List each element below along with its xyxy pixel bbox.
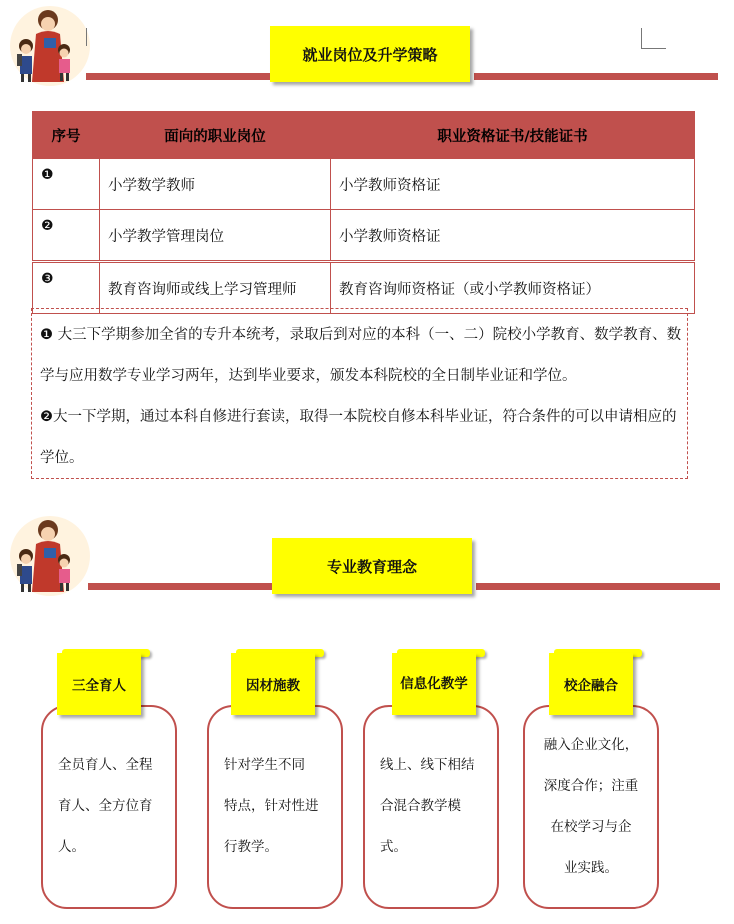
concept-text bbox=[533, 725, 649, 889]
section-title-banner bbox=[272, 538, 472, 594]
concept-text bbox=[380, 745, 488, 868]
concept-title: 三全育人 bbox=[72, 678, 126, 694]
concept-line: 全员育人、全程 bbox=[58, 757, 153, 773]
header-bar-right bbox=[474, 73, 718, 80]
header-bar-right bbox=[476, 583, 720, 590]
concept-title-tag bbox=[392, 653, 476, 715]
table-row bbox=[33, 262, 695, 314]
concept-title: 校企融合 bbox=[564, 678, 618, 694]
teacher-children-illustration bbox=[8, 4, 92, 88]
corner-mark-right bbox=[641, 28, 666, 49]
header-bar-left bbox=[86, 73, 272, 80]
row-job: 小学数学教师 bbox=[100, 159, 331, 210]
concept-line: 育人、全方位育 bbox=[58, 798, 153, 814]
section-title: 专业教育理念 bbox=[326, 557, 417, 576]
table-row bbox=[33, 159, 695, 210]
table-header-row bbox=[33, 112, 695, 159]
header-cert: 职业资格证书/技能证书 bbox=[331, 112, 695, 159]
note-paragraph-1: ❶ 大三下学期参加全省的专升本统考，录取后到对应的本科（一、二）院校小学教育、数学教育、数学与应用数学专业学习两年，达到毕业要求，颁发本科院校的全日制毕业证和学位。 bbox=[40, 327, 682, 384]
concept-line: 针对学生不同 bbox=[224, 757, 305, 773]
jobs-table bbox=[32, 111, 695, 314]
row-number: ❷ bbox=[33, 210, 100, 262]
corner-mark-left bbox=[74, 28, 87, 46]
concept-line: 特点，针对性进 bbox=[224, 798, 319, 814]
row-job: 小学教学管理岗位 bbox=[100, 210, 331, 262]
section-title: 就业岗位及升学策略 bbox=[302, 45, 438, 64]
concept-title-tag bbox=[57, 653, 141, 715]
row-cert: 教育咨询师资格证（或小学教师资格证） bbox=[331, 262, 695, 314]
concept-text bbox=[58, 745, 166, 868]
concept-line: 在校学习与企 bbox=[550, 819, 632, 835]
concept-line: 合混合教学模 bbox=[380, 798, 461, 814]
header-num: 序号 bbox=[33, 112, 100, 159]
row-number: ❶ bbox=[33, 159, 100, 210]
teacher-children-illustration bbox=[8, 514, 92, 598]
concept-title-tag bbox=[231, 653, 315, 715]
concept-line: 业实践。 bbox=[564, 860, 618, 876]
progression-notes bbox=[31, 308, 688, 479]
concept-title: 信息化教学 bbox=[400, 676, 468, 692]
concept-line: 人。 bbox=[58, 839, 85, 855]
concept-title: 因材施教 bbox=[246, 678, 300, 694]
row-cert: 小学教师资格证 bbox=[331, 210, 695, 262]
note-paragraph-2: ❷大一下学期，通过本科自修进行套读，取得一本院校自修本科毕业证，符合条件的可以申请相应的学位。 bbox=[40, 409, 677, 466]
concept-line: 线上、线下相结 bbox=[380, 757, 475, 773]
row-job: 教育咨询师或线上学习管理师 bbox=[100, 262, 331, 314]
concept-title-tag bbox=[549, 653, 633, 715]
concept-line: 深度合作；注重 bbox=[543, 778, 639, 794]
header-job: 面向的职业岗位 bbox=[100, 112, 331, 159]
concept-line: 式。 bbox=[380, 839, 407, 855]
header-bar-left bbox=[88, 583, 274, 590]
concept-text bbox=[224, 745, 332, 868]
concept-line: 行教学。 bbox=[224, 839, 278, 855]
row-cert: 小学教师资格证 bbox=[331, 159, 695, 210]
concept-line: 融入企业文化， bbox=[543, 737, 639, 753]
row-number: ❸ bbox=[33, 262, 100, 314]
table-row bbox=[33, 210, 695, 262]
section-title-banner bbox=[270, 26, 470, 82]
